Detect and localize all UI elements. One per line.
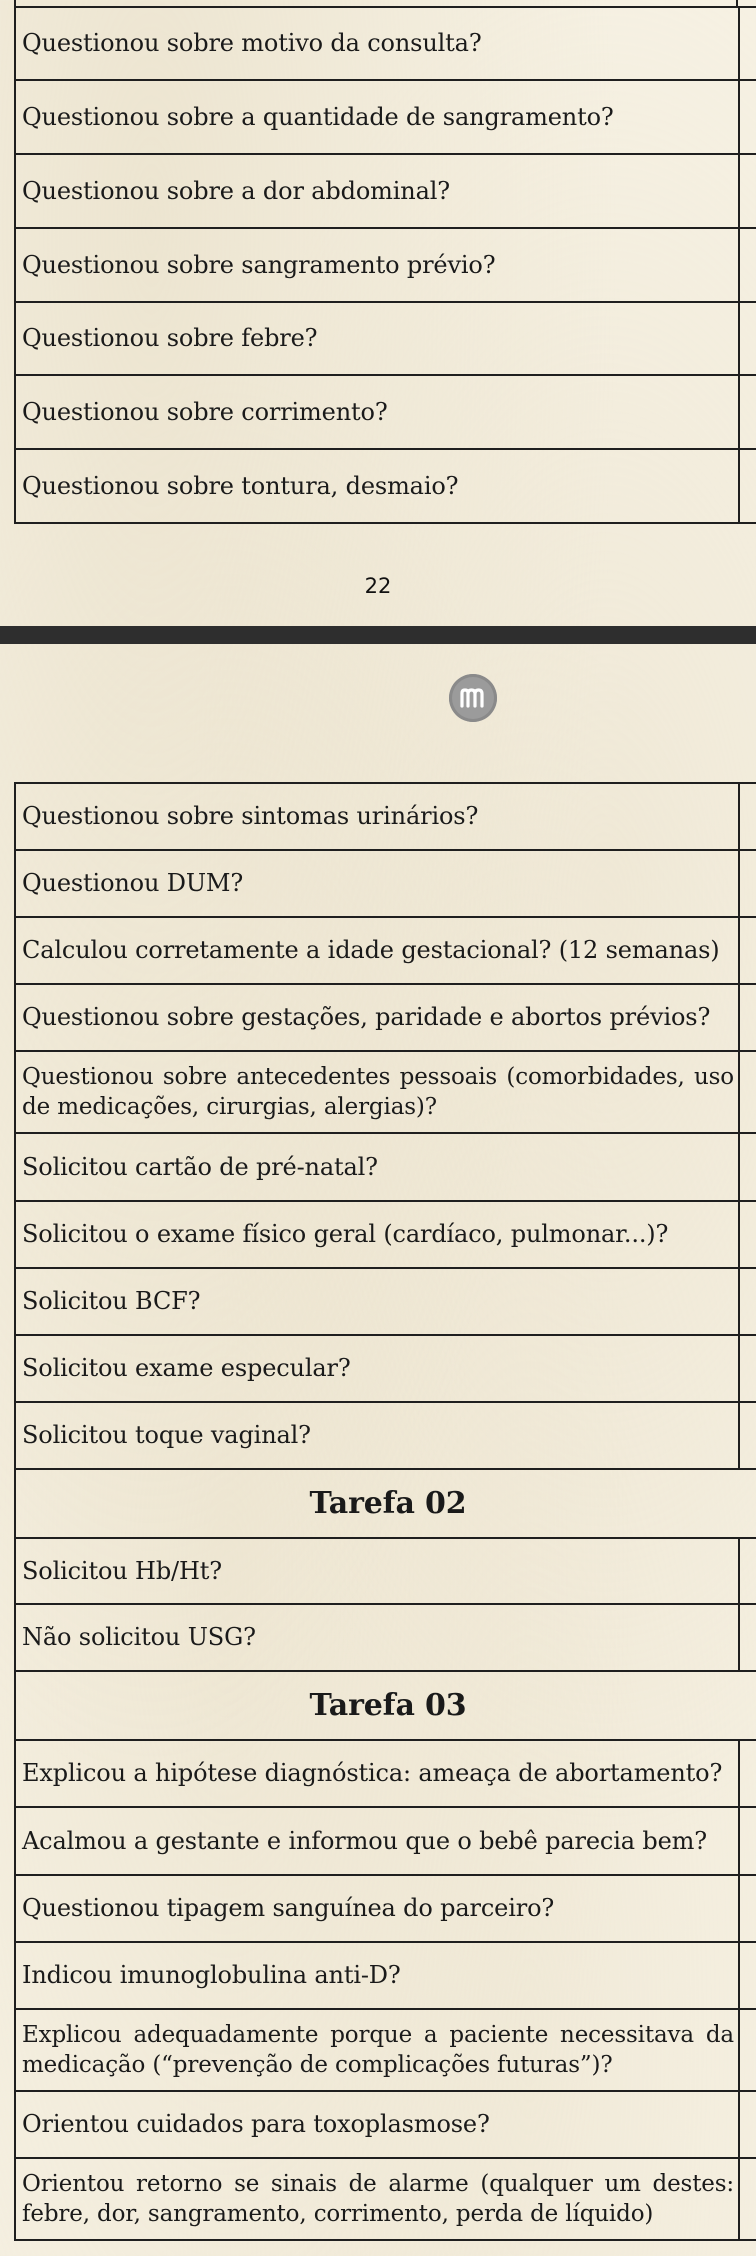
score-cell xyxy=(738,229,756,301)
item-text: Não solicitou USG? xyxy=(22,1623,256,1651)
item-text: Solicitou toque vaginal? xyxy=(22,1421,311,1449)
score-cell xyxy=(738,1876,756,1941)
table-row xyxy=(16,1808,756,1876)
item-text: Orientou cuidados para toxoplasmose? xyxy=(22,2110,490,2138)
score-cell xyxy=(738,1808,756,1874)
item-text: Questionou tipagem sanguínea do parceiro? xyxy=(22,1894,555,1922)
item-text: Orientou retorno se sinais de alarme (qualquer um destes: febre, dor, sangramento, corrimento, perda de líquido) xyxy=(22,2171,734,2227)
score-cell xyxy=(738,918,756,983)
table-row xyxy=(16,1134,756,1202)
item-text: Explicou a hipótese diagnóstica: ameaça de abortamento? xyxy=(22,1759,723,1787)
score-cell xyxy=(738,1052,756,1132)
table-row xyxy=(16,450,756,524)
section-title: Tarefa 02 xyxy=(309,1486,467,1521)
score-cell xyxy=(738,1336,756,1401)
table-row xyxy=(16,985,756,1052)
item-text: Questionou sobre a quantidade de sangramento? xyxy=(22,102,614,131)
table-row xyxy=(16,1269,756,1336)
page-number: 22 xyxy=(364,574,392,598)
logo-icon xyxy=(449,674,497,722)
item-text: Solicitou Hb/Ht? xyxy=(22,1556,222,1585)
item-text: Solicitou BCF? xyxy=(22,1287,201,1315)
table-row xyxy=(16,1336,756,1403)
table-row xyxy=(16,155,756,229)
table-row xyxy=(16,1202,756,1269)
table-row xyxy=(16,8,756,81)
item-text: Solicitou cartão de pré-natal? xyxy=(22,1152,378,1181)
section-heading-tarefa-02 xyxy=(16,1470,756,1539)
score-cell xyxy=(738,2159,756,2239)
table-row xyxy=(16,2159,756,2241)
table-row xyxy=(16,1741,756,1808)
score-cell xyxy=(738,985,756,1050)
score-cell xyxy=(738,2092,756,2157)
table-row xyxy=(16,1052,756,1134)
score-cell xyxy=(738,81,756,153)
score-cell xyxy=(738,1605,756,1670)
score-cell xyxy=(738,851,756,916)
score-cell xyxy=(738,784,756,849)
checklist-table-page-1 xyxy=(14,8,756,524)
item-text: Solicitou o exame físico geral (cardíaco, pulmonar...)? xyxy=(22,1220,669,1248)
score-cell xyxy=(736,0,738,6)
item-text: Questionou sobre gestações, paridade e abortos prévios? xyxy=(22,1003,711,1031)
score-cell xyxy=(738,1269,756,1334)
item-text: Questionou sobre sangramento prévio? xyxy=(22,250,496,279)
item-text: Questionou sobre febre? xyxy=(22,324,318,352)
table-row xyxy=(16,918,756,985)
table-row xyxy=(16,81,756,155)
table-row xyxy=(16,1943,756,2010)
score-cell xyxy=(738,1403,756,1468)
item-text: Calculou corretamente a idade gestacional? (12 semanas) xyxy=(22,936,720,964)
table-row xyxy=(16,784,756,851)
table-row xyxy=(16,303,756,376)
score-cell xyxy=(738,1134,756,1200)
table-row xyxy=(16,2010,756,2092)
item-text: Questionou sobre motivo da consulta? xyxy=(22,29,482,57)
table-row xyxy=(16,1605,756,1672)
item-text: Acalmou a gestante e informou que o bebê parecia bem? xyxy=(22,1826,707,1855)
section-heading-tarefa-03 xyxy=(16,1672,756,1741)
m-logo-glyph xyxy=(449,674,497,722)
item-text: Questionou sobre a dor abdominal? xyxy=(22,176,450,205)
score-cell xyxy=(738,2010,756,2090)
table-row-partial xyxy=(14,0,756,8)
page-separator xyxy=(0,626,756,644)
item-text: Solicitou exame especular? xyxy=(22,1354,351,1382)
score-cell xyxy=(738,1943,756,2008)
table-row xyxy=(16,1876,756,1943)
item-text: Questionou sobre tontura, desmaio? xyxy=(22,471,459,500)
score-cell xyxy=(738,1202,756,1267)
table-row xyxy=(16,229,756,303)
table-row xyxy=(16,2092,756,2159)
score-cell xyxy=(738,8,756,79)
table-row xyxy=(16,1403,756,1470)
score-cell xyxy=(738,1539,756,1603)
score-cell xyxy=(738,450,756,522)
item-text: Questionou sobre antecedentes pessoais (comorbidades, uso de medicações, cirurgias, alergias)? xyxy=(22,1064,734,1120)
item-text: Explicou adequadamente porque a paciente necessitava da medicação (“prevenção de complicações futuras”)? xyxy=(22,2022,734,2078)
item-text: Indicou imunoglobulina anti-D? xyxy=(22,1961,401,1989)
table-row xyxy=(16,851,756,918)
checklist-table-page-2 xyxy=(14,782,756,2241)
score-cell xyxy=(738,303,756,374)
item-text: Questionou sobre corrimento? xyxy=(22,397,388,426)
score-cell xyxy=(738,376,756,448)
table-row xyxy=(16,1539,756,1605)
item-text: Questionou DUM? xyxy=(22,869,244,897)
score-cell xyxy=(738,155,756,227)
table-row xyxy=(16,376,756,450)
item-text: Questionou sobre sintomas urinários? xyxy=(22,802,479,830)
section-title: Tarefa 03 xyxy=(309,1688,467,1723)
score-cell xyxy=(738,1741,756,1806)
